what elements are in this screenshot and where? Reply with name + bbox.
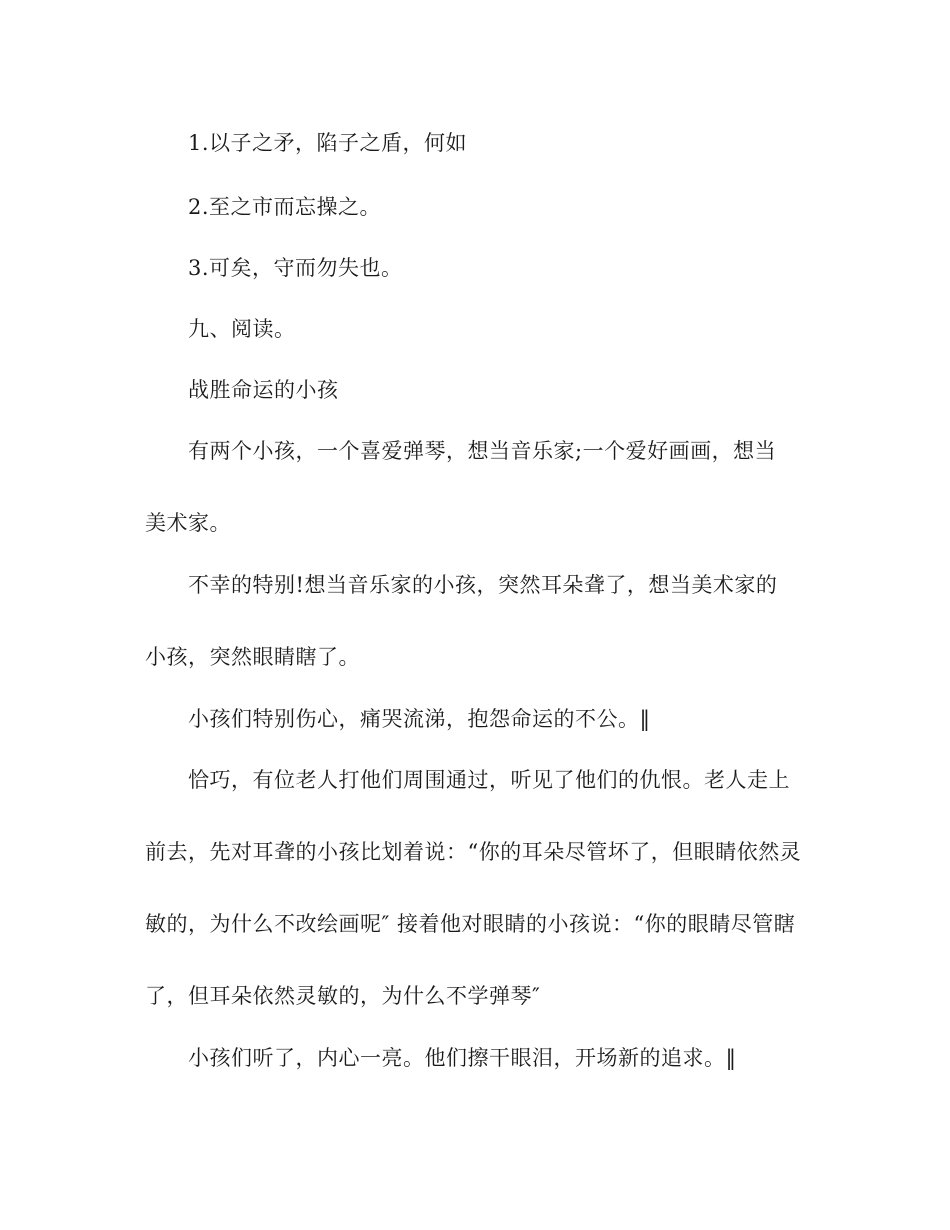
paragraph-line: 美术家。 bbox=[145, 511, 231, 535]
paragraph-line: 前去，先对耳聋的小孩比划着说：“你的耳朵尽管坏了，但眼睛依然灵 bbox=[145, 840, 802, 864]
paragraph-line: 小孩，突然眼睛瞎了。 bbox=[145, 645, 360, 669]
section-heading: 九、阅读。 bbox=[188, 317, 296, 341]
question-3: 3.可矣，守而勿失也。 bbox=[188, 256, 403, 280]
paragraph-line: 恰巧，有位老人打他们周围通过，听见了他们的仇恨。老人走上 bbox=[188, 768, 790, 792]
question-1: 1.以子之矛，陷子之盾，何如 bbox=[188, 131, 468, 155]
paragraph-line: 了，但耳朵依然灵敏的，为什么不学弹琴″ bbox=[145, 984, 541, 1008]
paragraph-line: 敏的，为什么不改绘画呢″ 接着他对眼睛的小孩说：“你的眼睛尽管瞎 bbox=[145, 912, 796, 936]
paragraph-line: 小孩们听了，内心一亮。他们擦干眼泪，开场新的追求。‖ bbox=[188, 1046, 737, 1070]
question-2: 2.至之市而忘操之。 bbox=[188, 195, 382, 219]
paragraph-line: 有两个小孩，一个喜爱弹琴，想当音乐家;一个爱好画画，想当 bbox=[188, 439, 777, 463]
paragraph-line: 小孩们特别伤心，痛哭流涕，抱怨命运的不公。‖ bbox=[188, 707, 651, 731]
paragraph-line: 不幸的特别!想当音乐家的小孩，突然耳朵聋了，想当美术家的 bbox=[188, 573, 778, 597]
article-title: 战胜命运的小孩 bbox=[188, 378, 339, 402]
